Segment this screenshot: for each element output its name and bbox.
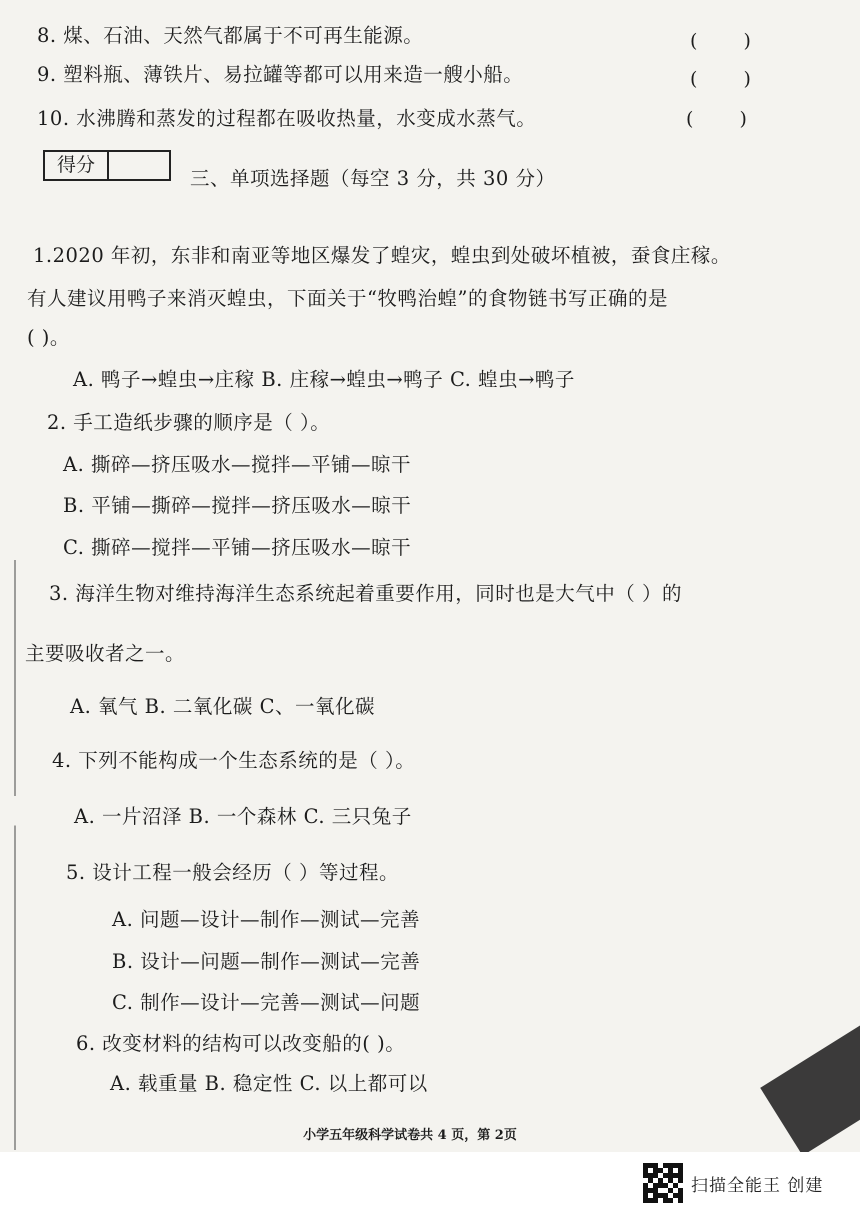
judgement-item-10: 10. 水沸腾和蒸发的过程都在吸收热量，水变成水蒸气。 <box>37 107 537 130</box>
section-title: 三、单项选择题（每空 3 分，共 30 分） <box>190 167 556 190</box>
question-5-option-b: B. 设计—问题—制作—测试—完善 <box>112 950 421 973</box>
question-4-stem: 4. 下列不能构成一个生态系统的是（ ）。 <box>52 749 416 772</box>
question-5-option-a: A. 问题—设计—制作—测试—完善 <box>112 908 420 931</box>
judgement-answer-8: ( ) <box>690 30 771 52</box>
question-2-option-c: C. 撕碎—搅拌—平铺—挤压吸水—晾干 <box>63 536 412 559</box>
question-1-stem-line-3: ( )。 <box>27 326 70 349</box>
page-footer: 小学五年级科学试卷共 4 页，第 2页 <box>303 1128 517 1143</box>
question-3-options: A. 氧气 B. 二氧化碳 C、一氧化碳 <box>70 695 376 718</box>
judgement-item-8: 8. 煤、石油、天然气都属于不可再生能源。 <box>37 24 424 47</box>
judgement-answer-10: ( ) <box>686 108 767 130</box>
qr-code-icon <box>643 1163 683 1203</box>
judgement-item-9: 9. 塑料瓶、薄铁片、易拉罐等都可以用来造一艘小船。 <box>37 63 524 86</box>
judgement-answer-9: ( ) <box>690 68 771 90</box>
question-4-options: A. 一片沼泽 B. 一个森林 C. 三只兔子 <box>74 805 412 828</box>
question-1-options: A. 鸭子→蝗虫→庄稼 B. 庄稼→蝗虫→鸭子 C. 蝗虫→鸭子 <box>73 368 575 391</box>
question-5-option-c: C. 制作—设计—完善—测试—问题 <box>112 991 421 1014</box>
question-2-option-a: A. 撕碎—挤压吸水—搅拌—平铺—晾干 <box>63 453 411 476</box>
score-label: 得分 <box>45 152 109 179</box>
question-1-stem-line-1: 1.2020 年初，东非和南亚等地区爆发了蝗灾，蝗虫到处破坏植被，蚕食庄稼。 <box>33 244 731 267</box>
question-6-options: A. 载重量 B. 稳定性 C. 以上都可以 <box>110 1072 428 1095</box>
question-6-stem: 6. 改变材料的结构可以改变船的( )。 <box>76 1032 406 1055</box>
question-2-stem: 2. 手工造纸步骤的顺序是（ ）。 <box>47 411 331 434</box>
watermark-text: 扫描全能王 创建 <box>691 1175 824 1196</box>
question-3-stem-line-2: 主要吸收者之一。 <box>25 642 186 665</box>
score-box <box>43 150 171 181</box>
question-1-stem-line-2: 有人建议用鸭子来消灭蝗虫，下面关于“牧鸭治蝗”的食物链书写正确的是 <box>27 287 668 310</box>
question-5-stem: 5. 设计工程一般会经历（ ）等过程。 <box>66 861 400 884</box>
question-2-option-b: B. 平铺—撕碎—搅拌—挤压吸水—晾干 <box>63 494 412 517</box>
score-blank <box>109 152 169 179</box>
question-3-stem-line-1: 3. 海洋生物对维持海洋生态系统起着重要作用，同时也是大气中（ ）的 <box>49 582 683 605</box>
binding-margin-line <box>14 560 16 1150</box>
scanner-watermark <box>643 1163 823 1203</box>
